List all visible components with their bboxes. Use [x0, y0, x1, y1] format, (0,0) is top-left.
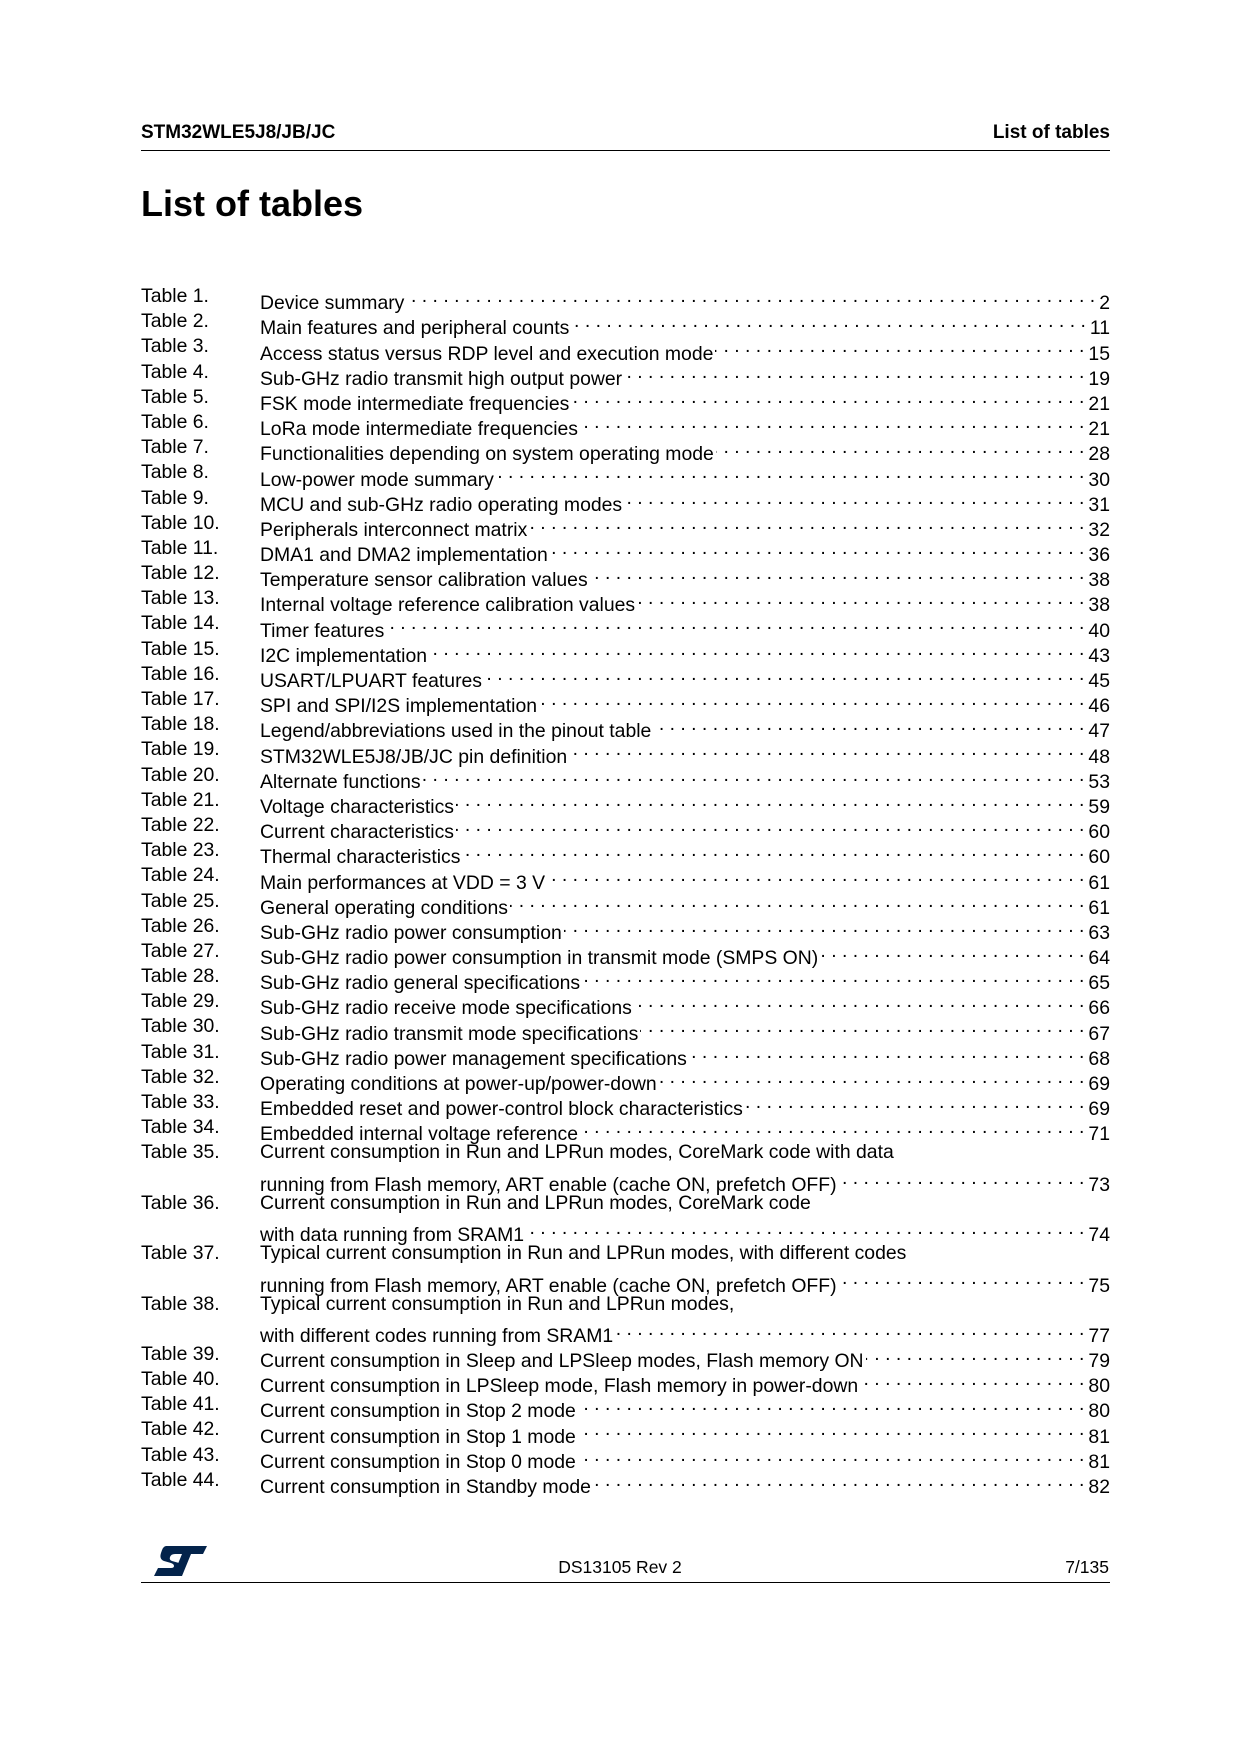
table-title-row	[260, 460, 1110, 491]
dot-leader	[578, 1392, 1085, 1417]
page-number: 67	[1088, 1022, 1110, 1045]
table-title: Device summary	[260, 292, 405, 315]
dot-leader	[564, 914, 1085, 939]
table-title-row	[260, 1367, 1110, 1398]
table-number: Table 38.	[141, 1292, 220, 1315]
toc-entry[interactable]	[141, 511, 1110, 541]
table-number: Table 42.	[141, 1418, 220, 1441]
dot-leader	[571, 385, 1084, 410]
table-title: LoRa mode intermediate frequencies	[260, 418, 578, 441]
table-title: Current consumption in Stop 0 mode	[260, 1450, 576, 1473]
table-title: Internal voltage reference calibration values	[260, 594, 636, 617]
toc-entry[interactable]	[141, 1241, 1110, 1297]
table-title-row	[260, 1266, 1110, 1297]
page-number: 31	[1088, 493, 1110, 516]
table-title: Sub-GHz radio power consumption in transmit mode (SMPS ON)	[260, 947, 819, 970]
page-number: 73	[1088, 1173, 1110, 1196]
dot-leader	[593, 1468, 1085, 1493]
table-number: Table 12.	[141, 562, 220, 585]
page-number: 19	[1088, 367, 1110, 390]
dot-leader	[716, 435, 1085, 460]
table-number: Table 27.	[141, 939, 220, 962]
dot-leader	[580, 410, 1084, 435]
table-number: Table 39.	[141, 1342, 220, 1365]
table-title-row	[260, 410, 1110, 441]
table-title-row	[260, 989, 1110, 1020]
table-number: Table 14.	[141, 612, 220, 635]
page-number: 40	[1088, 619, 1110, 642]
dot-leader	[634, 989, 1085, 1014]
toc-entry[interactable]	[141, 561, 1110, 592]
table-title-row	[260, 788, 1110, 818]
toc-entry[interactable]	[141, 1065, 1110, 1096]
table-title: running from Flash memory, ART enable (cache ON, prefetch OFF)	[260, 1274, 837, 1297]
table-title-row	[260, 1216, 1110, 1247]
toc-entry[interactable]	[141, 662, 1110, 693]
toc-entry[interactable]	[141, 460, 1110, 491]
table-number: Table 36.	[141, 1191, 220, 1214]
table-number: Table 7.	[141, 436, 209, 459]
page-number: 64	[1088, 947, 1110, 970]
table-number: Table 23.	[141, 839, 220, 862]
dot-leader	[689, 1040, 1085, 1065]
toc-entry[interactable]	[141, 334, 1110, 365]
dot-leader	[496, 460, 1085, 485]
table-title: Legend/abbreviations used in the pinout table	[260, 720, 652, 743]
table-title: Voltage characteristics	[260, 795, 455, 818]
dot-leader	[659, 1065, 1085, 1090]
footer-page-number: 7/135	[1065, 1557, 1109, 1577]
table-title: Main features and peripheral counts	[260, 317, 570, 340]
page-number: 30	[1088, 468, 1110, 491]
page-number: 69	[1088, 1073, 1110, 1096]
toc-entry[interactable]	[141, 964, 1110, 995]
table-title-row	[260, 1014, 1110, 1045]
table-title: Access status versus RDP level and execution mode	[260, 342, 714, 365]
page-number: 69	[1088, 1098, 1110, 1121]
dot-leader	[839, 1266, 1085, 1291]
table-number: Table 26.	[141, 914, 220, 937]
table-title-row	[260, 385, 1110, 415]
table-title: Operating conditions at power-up/power-down	[260, 1073, 657, 1096]
table-title-row	[260, 1090, 1110, 1121]
table-title: Sub-GHz radio power management specifications	[260, 1047, 687, 1070]
toc-entry[interactable]	[141, 360, 1110, 390]
table-title-row	[260, 964, 1110, 995]
table-title: running from Flash memory, ART enable (cache ON, prefetch OFF)	[260, 1173, 837, 1196]
dot-leader	[386, 611, 1084, 636]
toc-entry[interactable]	[141, 989, 1110, 1020]
table-title: Current consumption in LPSleep mode, Flash memory in power-down	[260, 1375, 859, 1398]
table-title-row	[260, 1166, 1110, 1196]
toc-entry[interactable]	[141, 712, 1110, 743]
table-title-row	[260, 838, 1110, 869]
table-number: Table 41.	[141, 1393, 220, 1416]
table-title: Sub-GHz radio receive mode specifications	[260, 997, 632, 1020]
table-number: Table 8.	[141, 461, 209, 484]
page-number: 61	[1088, 871, 1110, 894]
table-title: I2C implementation	[260, 644, 428, 667]
table-title: Thermal characteristics	[260, 846, 461, 869]
table-title-row	[260, 1342, 1110, 1373]
dot-leader	[839, 1166, 1085, 1191]
dot-leader	[550, 536, 1085, 561]
table-title: Embedded internal voltage reference	[260, 1123, 578, 1146]
table-number: Table 1.	[141, 285, 209, 307]
page-number: 38	[1088, 594, 1110, 617]
toc-entry[interactable]	[141, 687, 1110, 718]
table-number: Table 6.	[141, 410, 209, 433]
table-title: FSK mode intermediate frequencies	[260, 392, 570, 415]
table-title-row	[260, 939, 1110, 970]
table-title: Sub-GHz radio power consumption	[260, 921, 562, 944]
dot-leader	[571, 309, 1085, 334]
dot-leader	[624, 360, 1084, 385]
dot-leader	[569, 737, 1084, 762]
toc-entry[interactable]	[141, 611, 1110, 642]
table-title: Current consumption in Stop 2 mode	[260, 1400, 576, 1423]
toc-entry[interactable]	[141, 410, 1110, 441]
dot-leader	[429, 637, 1084, 662]
page-number: 32	[1088, 518, 1110, 541]
toc-entry[interactable]	[141, 1040, 1110, 1070]
table-title-row	[260, 561, 1110, 592]
table-title: DMA1 and DMA2 implementation	[260, 544, 548, 567]
table-title: SPI and SPI/I2S implementation	[260, 695, 538, 718]
table-title: USART/LPUART features	[260, 670, 483, 693]
table-title: General operating conditions	[260, 896, 508, 919]
table-title-row	[260, 863, 1110, 894]
dot-leader	[484, 662, 1084, 687]
table-title-line: Current consumption in Run and LPRun modes, CoreMark code	[260, 1191, 811, 1214]
toc-entry[interactable]	[141, 1292, 1110, 1347]
dot-leader	[580, 1115, 1084, 1140]
toc-entry[interactable]	[141, 536, 1110, 567]
toc-entry[interactable]	[141, 914, 1110, 944]
table-number: Table 16.	[141, 662, 220, 685]
toc-entry[interactable]	[141, 1342, 1110, 1373]
page-number: 46	[1088, 695, 1110, 718]
table-title: Peripherals interconnect matrix	[260, 518, 528, 541]
table-number: Table 2.	[141, 310, 209, 333]
table-title: Embedded reset and power-control block characteristics	[260, 1098, 743, 1121]
dot-leader	[539, 687, 1084, 712]
table-number: Table 4.	[141, 360, 209, 383]
toc-entry[interactable]	[141, 737, 1110, 768]
table-number: Table 9.	[141, 486, 209, 509]
table-title-row	[260, 435, 1110, 466]
dot-leader	[547, 863, 1084, 888]
table-title-row	[260, 1443, 1110, 1473]
dot-leader	[578, 1443, 1085, 1468]
toc-entry[interactable]	[141, 1367, 1110, 1398]
table-number: Table 44.	[141, 1468, 220, 1491]
dot-leader	[456, 813, 1084, 838]
table-title-row	[260, 334, 1110, 365]
toc-entry[interactable]	[141, 1417, 1110, 1448]
toc-entry[interactable]	[141, 385, 1110, 415]
page-number: 21	[1088, 418, 1110, 441]
table-number: Table 29.	[141, 990, 220, 1013]
page-number: 66	[1088, 997, 1110, 1020]
page-number: 21	[1088, 392, 1110, 415]
table-title-row	[260, 1065, 1110, 1096]
table-number: Table 3.	[141, 335, 209, 358]
page-number: 60	[1088, 846, 1110, 869]
page-number: 65	[1088, 972, 1110, 995]
table-number: Table 25.	[141, 889, 220, 912]
table-title: with different codes running from SRAM1	[260, 1324, 614, 1347]
page-number: 75	[1088, 1274, 1110, 1297]
table-list	[141, 284, 1110, 1499]
toc-entry[interactable]	[141, 813, 1110, 844]
table-title: STM32WLE5J8/JB/JC pin definition	[260, 745, 568, 768]
toc-entry[interactable]	[141, 889, 1110, 919]
table-title-row	[260, 536, 1110, 567]
dot-leader	[820, 939, 1084, 964]
dot-leader	[423, 763, 1085, 788]
table-title: Current consumption in Stop 1 mode	[260, 1425, 576, 1448]
toc-entry[interactable]	[141, 838, 1110, 869]
table-title-row	[260, 914, 1110, 944]
table-title-row	[260, 1040, 1110, 1070]
table-title-row	[260, 662, 1110, 693]
footer-divider	[141, 1582, 1110, 1583]
dot-leader	[406, 284, 1095, 309]
page-number: 36	[1088, 544, 1110, 567]
toc-entry[interactable]	[141, 788, 1110, 818]
table-title-row	[260, 687, 1110, 718]
toc-entry[interactable]	[141, 763, 1110, 793]
table-title: Timer features	[260, 619, 385, 642]
dot-leader	[456, 788, 1084, 813]
dot-leader	[529, 511, 1084, 536]
dot-leader	[866, 1342, 1085, 1367]
page-number: 59	[1088, 795, 1110, 818]
header-divider	[141, 150, 1110, 151]
table-number: Table 11.	[141, 536, 219, 559]
toc-entry[interactable]	[141, 1392, 1110, 1423]
page-number: 81	[1088, 1450, 1110, 1473]
table-number: Table 22.	[141, 813, 220, 836]
page-number: 53	[1088, 770, 1110, 793]
table-title: Main performances at VDD = 3 V	[260, 871, 546, 894]
toc-entry[interactable]	[141, 863, 1110, 894]
footer-document-id: DS13105 Rev 2	[558, 1557, 682, 1577]
table-number: Table 28.	[141, 965, 220, 988]
table-number: Table 5.	[141, 385, 209, 408]
table-number: Table 18.	[141, 713, 220, 736]
dot-leader	[578, 1417, 1085, 1442]
toc-entry[interactable]	[141, 1443, 1110, 1473]
page-number: 45	[1088, 670, 1110, 693]
table-title: Current consumption in Sleep and LPSleep modes, Flash memory ON	[260, 1350, 864, 1373]
toc-entry[interactable]	[141, 1014, 1110, 1045]
page-number: 61	[1088, 896, 1110, 919]
page-number: 82	[1088, 1476, 1110, 1499]
table-number: Table 43.	[141, 1443, 220, 1466]
table-number: Table 33.	[141, 1091, 220, 1113]
page-number: 60	[1088, 821, 1110, 844]
dot-leader	[462, 838, 1084, 863]
table-number: Table 10.	[141, 511, 220, 534]
toc-entry[interactable]	[141, 1115, 1110, 1146]
toc-entry[interactable]	[141, 486, 1110, 516]
table-title-row	[260, 1468, 1110, 1499]
toc-entry[interactable]	[141, 637, 1110, 667]
toc-entry[interactable]	[141, 939, 1110, 970]
dot-leader	[640, 1014, 1084, 1039]
table-number: Table 21.	[141, 788, 220, 811]
table-title-row	[260, 1417, 1110, 1448]
toc-entry[interactable]	[141, 284, 1110, 315]
table-title-row	[260, 511, 1110, 541]
table-title-line: Typical current consumption in Run and LPRun modes,	[260, 1292, 735, 1315]
table-title: with data running from SRAM1	[260, 1224, 525, 1247]
toc-entry[interactable]	[141, 1468, 1110, 1499]
page-number: 15	[1088, 342, 1110, 365]
table-title-line: Current consumption in Run and LPRun modes, CoreMark code with data	[260, 1141, 894, 1164]
table-title-row	[260, 763, 1110, 793]
table-title: Functionalities depending on system operating mode	[260, 443, 714, 466]
table-title-row	[260, 813, 1110, 844]
table-title: MCU and sub-GHz radio operating modes	[260, 493, 623, 516]
toc-entry[interactable]	[141, 435, 1110, 466]
table-title-row	[260, 1115, 1110, 1146]
table-number: Table 31.	[141, 1040, 220, 1063]
table-title-row	[260, 889, 1110, 919]
page-number: 48	[1088, 745, 1110, 768]
page-number: 74	[1088, 1224, 1110, 1247]
table-title: Sub-GHz radio transmit high output power	[260, 367, 623, 390]
toc-entry[interactable]	[141, 1090, 1110, 1121]
table-number: Table 20.	[141, 763, 220, 786]
dot-leader	[860, 1367, 1084, 1392]
table-title-row	[260, 284, 1110, 315]
table-title-row	[260, 712, 1110, 743]
toc-entry[interactable]	[141, 1140, 1110, 1196]
toc-entry[interactable]	[141, 1191, 1110, 1247]
dot-leader	[624, 486, 1084, 511]
page-header	[141, 120, 1110, 146]
table-title: Temperature sensor calibration values	[260, 569, 588, 592]
table-title-row	[260, 309, 1110, 340]
dot-leader	[582, 964, 1084, 989]
page-number: 81	[1088, 1425, 1110, 1448]
table-number: Table 32.	[141, 1065, 220, 1088]
table-number: Table 24.	[141, 864, 220, 887]
dot-leader	[510, 889, 1084, 914]
page-number: 71	[1088, 1123, 1110, 1146]
page-title: List of tables	[141, 183, 364, 224]
table-title-row	[260, 737, 1110, 768]
table-number: Table 37.	[141, 1242, 220, 1265]
page-number: 11	[1089, 317, 1110, 340]
page-number: 38	[1088, 569, 1110, 592]
table-title-row	[260, 1317, 1110, 1347]
table-title: Sub-GHz radio transmit mode specifications	[260, 1022, 639, 1045]
dot-leader	[745, 1090, 1085, 1115]
page-number: 79	[1088, 1350, 1110, 1373]
table-title-row	[260, 637, 1110, 667]
table-title: Sub-GHz radio general specifications	[260, 972, 581, 995]
section-name: List of tables	[992, 122, 1110, 143]
table-title-line: Typical current consumption in Run and LPRun modes, with different codes	[260, 1242, 907, 1265]
table-number: Table 30.	[141, 1015, 220, 1038]
table-number: Table 35.	[141, 1141, 220, 1164]
table-number: Table 40.	[141, 1368, 220, 1391]
dot-leader	[590, 561, 1085, 586]
page-number: 47	[1088, 720, 1110, 743]
table-title: Alternate functions	[260, 770, 421, 793]
page-number: 80	[1088, 1375, 1110, 1398]
page-number: 77	[1088, 1324, 1110, 1347]
table-title-row	[260, 1392, 1110, 1423]
table-title-row	[260, 486, 1110, 516]
table-title: Current characteristics	[260, 821, 454, 844]
table-title-row	[260, 360, 1110, 390]
table-title: Current consumption in Standby mode	[260, 1476, 591, 1499]
table-number: Table 19.	[141, 738, 220, 761]
page-number: 80	[1088, 1400, 1110, 1423]
toc-entry[interactable]	[141, 586, 1110, 617]
table-title-row	[260, 611, 1110, 642]
table-number: Table 13.	[141, 587, 220, 610]
page-number: 28	[1088, 443, 1110, 466]
dot-leader	[653, 712, 1084, 737]
dot-leader	[715, 334, 1084, 359]
table-title-row	[260, 586, 1110, 617]
table-number: Table 34.	[141, 1116, 220, 1139]
dot-leader	[526, 1216, 1084, 1241]
table-number: Table 17.	[141, 688, 220, 710]
dot-leader	[615, 1317, 1084, 1342]
page-number: 63	[1088, 921, 1110, 944]
table-title: Low-power mode summary	[260, 468, 494, 491]
page-number: 43	[1088, 644, 1110, 667]
page-number: 2	[1099, 292, 1110, 315]
table-number: Table 15.	[141, 637, 220, 660]
page-number: 68	[1088, 1047, 1110, 1070]
dot-leader	[637, 586, 1084, 611]
toc-entry[interactable]	[141, 309, 1110, 340]
document-name: STM32WLE5J8/JB/JC	[141, 122, 336, 143]
